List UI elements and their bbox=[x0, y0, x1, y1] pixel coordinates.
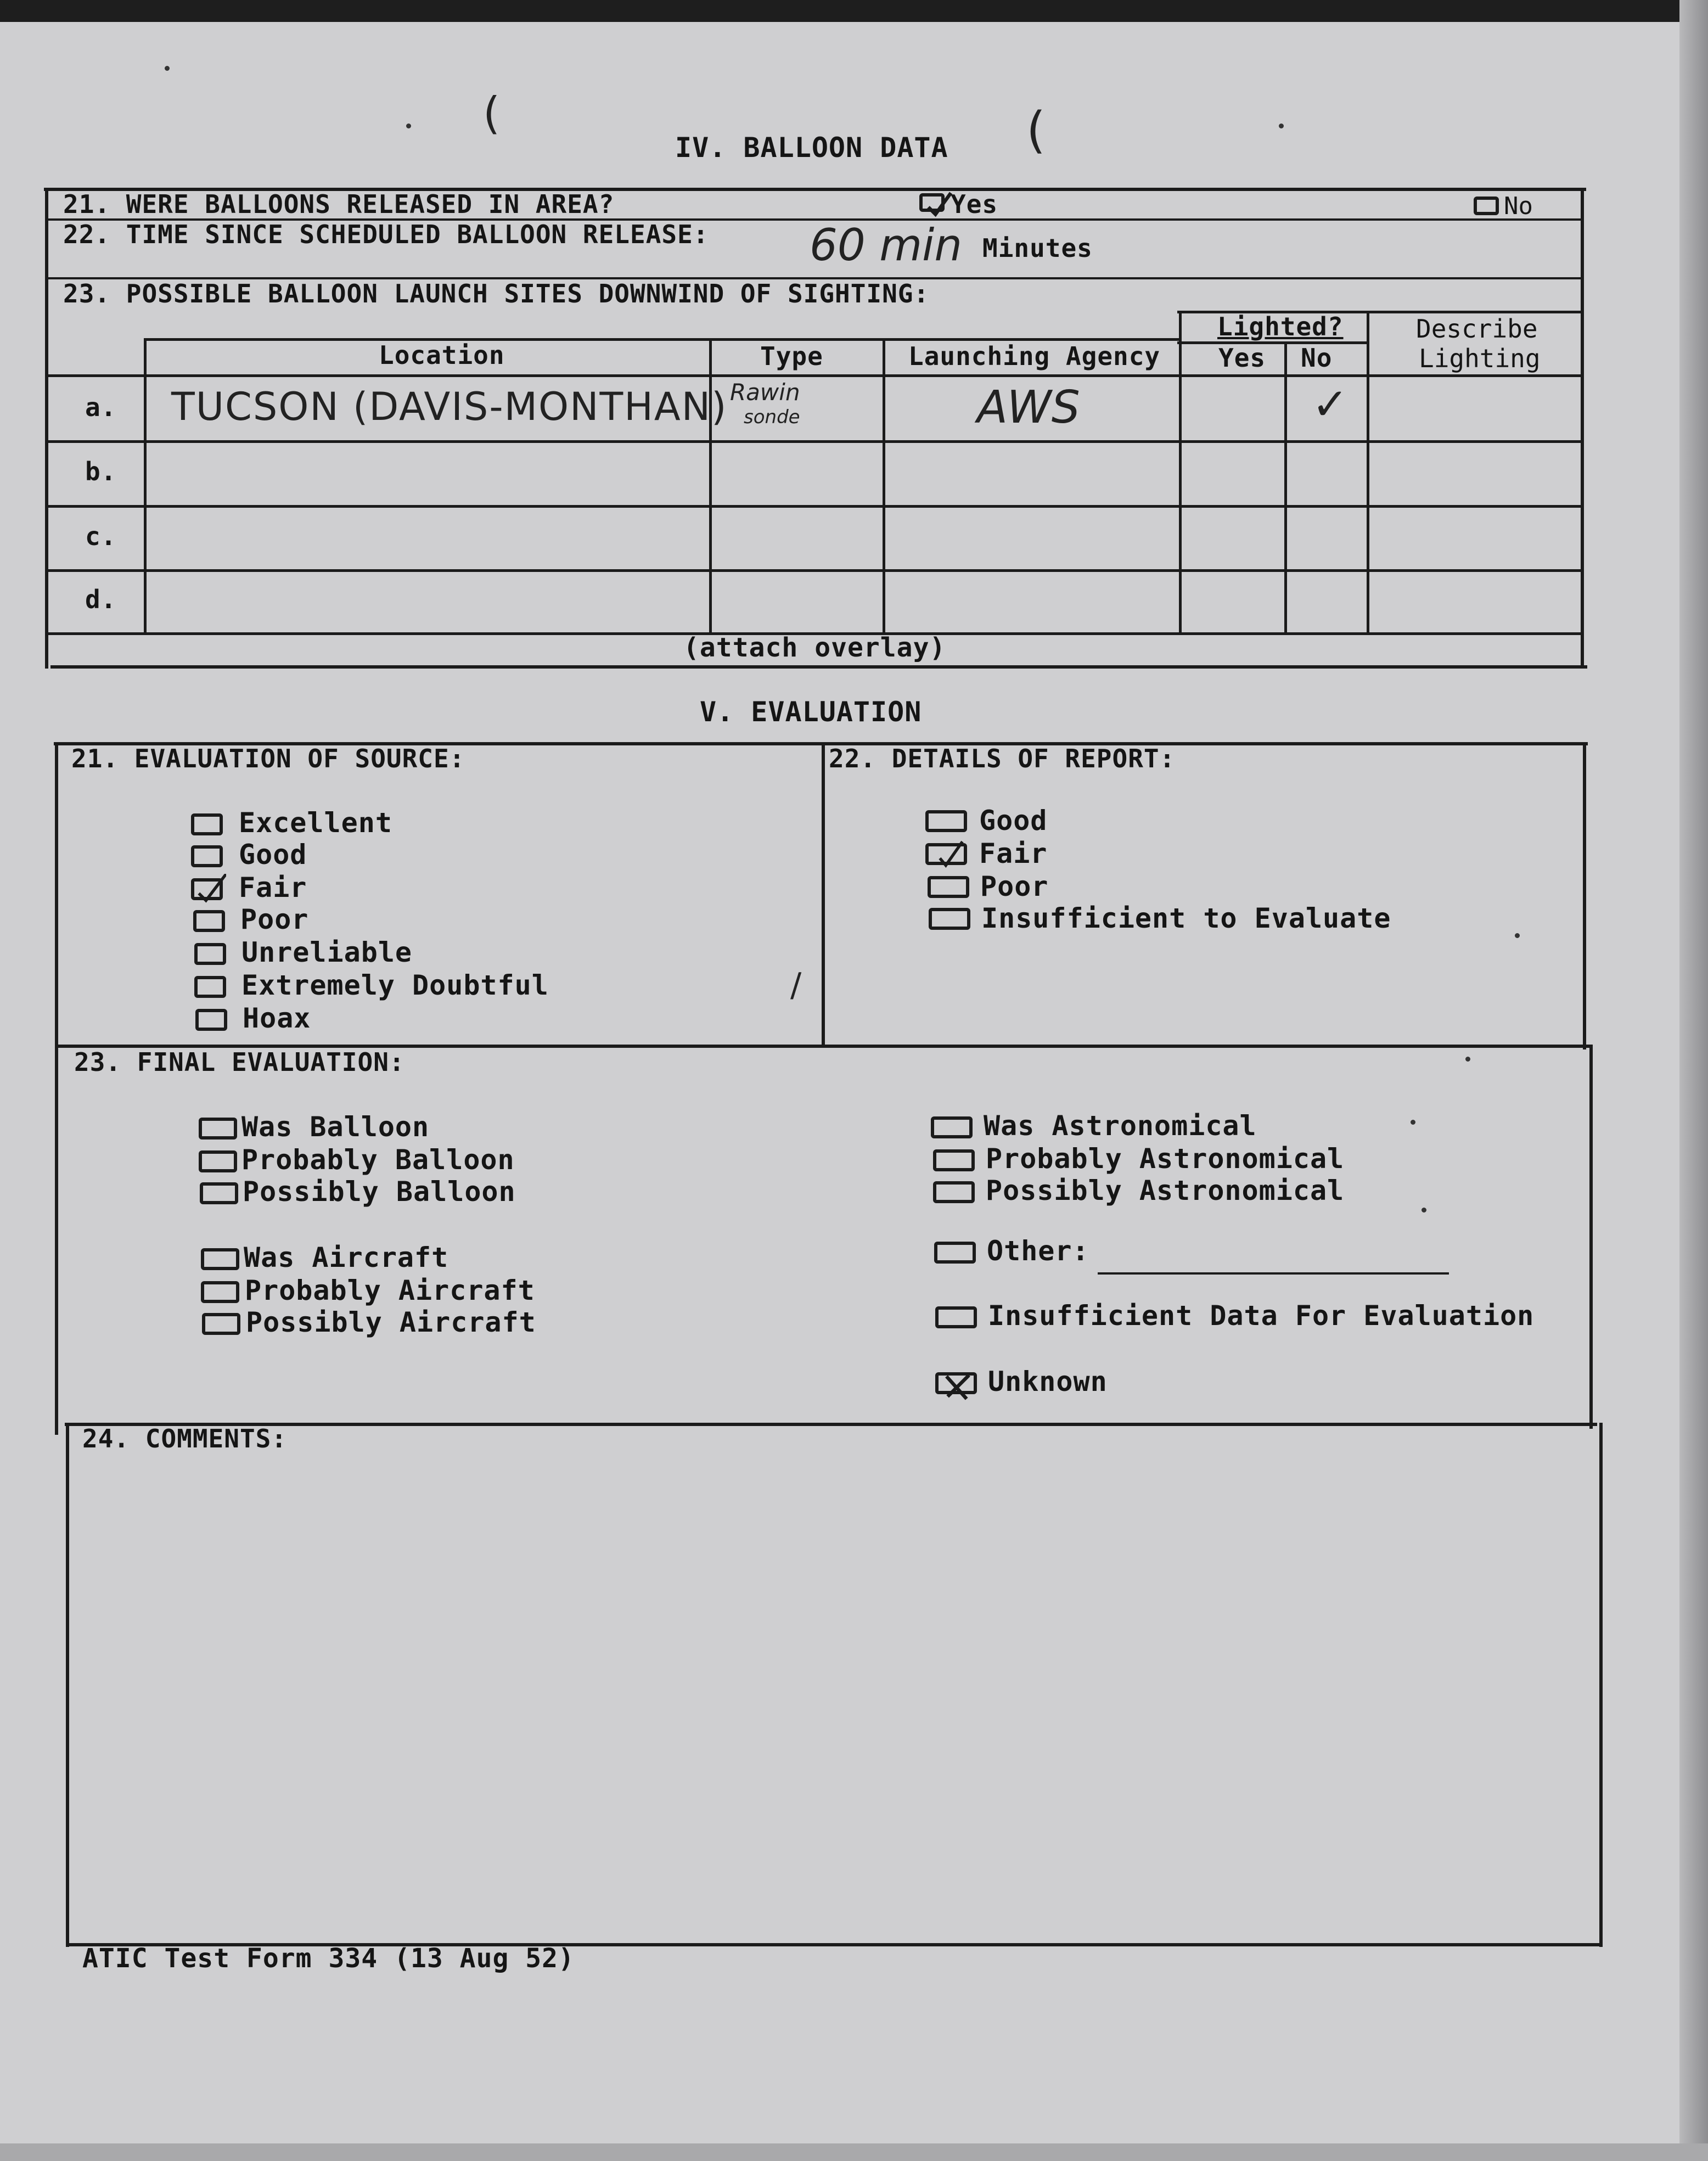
q21-yes-checkbox[interactable] bbox=[919, 193, 945, 212]
final-probably-balloon-label: Probably Balloon bbox=[241, 1144, 515, 1176]
check-mark-icon bbox=[936, 839, 966, 869]
final-possibly-aircraft-checkbox[interactable] bbox=[202, 1313, 240, 1335]
frame-right bbox=[1581, 188, 1584, 669]
col-header-lighted-yes: Yes bbox=[1218, 343, 1266, 373]
speck bbox=[1411, 1120, 1415, 1125]
final-was-aircraft-label: Was Aircraft bbox=[244, 1242, 449, 1273]
row-letter-d: d. bbox=[85, 585, 117, 614]
q21-yes-label: Yes bbox=[951, 189, 998, 219]
eval-source-label: 21. EVALUATION OF SOURCE: bbox=[71, 744, 465, 773]
final-insufficient-checkbox[interactable] bbox=[935, 1306, 977, 1328]
final-probably-astronomical-label: Probably Astronomical bbox=[986, 1143, 1345, 1175]
row-a-location: TUCSON (DAVIS-MONTHAN) bbox=[171, 384, 728, 429]
details-fair-checkbox[interactable] bbox=[925, 843, 967, 865]
eval-frame-right-2 bbox=[1589, 1045, 1593, 1429]
table-row-b-bottom bbox=[45, 505, 1584, 508]
final-unknown-checkbox[interactable] bbox=[935, 1372, 977, 1394]
comments-frame-left bbox=[66, 1423, 69, 1947]
speck bbox=[1465, 1057, 1470, 1062]
check-mark-icon bbox=[196, 874, 226, 905]
final-possibly-astronomical-label: Possibly Astronomical bbox=[986, 1175, 1345, 1206]
row-letter-c: c. bbox=[85, 521, 117, 551]
col-header-lighting: Lighting bbox=[1419, 344, 1541, 373]
col-divider-lighted-no bbox=[1284, 341, 1287, 635]
final-possibly-balloon-label: Possibly Balloon bbox=[243, 1176, 516, 1208]
eval-source-fair-checkbox[interactable] bbox=[191, 878, 223, 900]
comments-frame-right bbox=[1599, 1423, 1603, 1947]
eval-row-divider-2 bbox=[65, 1423, 1597, 1426]
frame-bottom bbox=[50, 665, 1587, 669]
section-title-balloon-data: IV. BALLOON DATA bbox=[675, 132, 948, 164]
eval-center-divider bbox=[822, 742, 825, 1047]
eval-source-poor-checkbox[interactable] bbox=[193, 910, 225, 932]
col-divider-letter bbox=[144, 338, 147, 635]
eval-source-good-label: Good bbox=[239, 839, 307, 871]
col-header-describe: Describe bbox=[1416, 314, 1538, 344]
col-header-location: Location bbox=[379, 340, 505, 370]
details-good-label: Good bbox=[979, 805, 1048, 837]
eval-source-extremely-doubtful-checkbox[interactable] bbox=[194, 976, 226, 998]
pen-mark: ( bbox=[483, 88, 501, 139]
details-good-checkbox[interactable] bbox=[925, 810, 967, 832]
speck bbox=[406, 124, 411, 128]
eval-source-unreliable-checkbox[interactable] bbox=[194, 943, 226, 965]
final-was-balloon-label: Was Balloon bbox=[241, 1111, 430, 1143]
final-probably-aircraft-label: Probably Aircraft bbox=[245, 1275, 535, 1306]
lighted-subheader-line bbox=[1177, 341, 1367, 344]
row-a-lighted-no-mark: ✓ bbox=[1312, 379, 1349, 430]
eval-source-unreliable-label: Unreliable bbox=[241, 936, 413, 968]
details-insufficient-label: Insufficient to Evaluate bbox=[981, 902, 1391, 934]
q21-no-checkbox[interactable] bbox=[1474, 197, 1499, 215]
table-row-a-bottom bbox=[45, 440, 1584, 443]
frame-left bbox=[45, 188, 48, 669]
col-header-lighted-no: No bbox=[1301, 343, 1333, 373]
col-divider-describe bbox=[1367, 311, 1369, 635]
check-mark-icon bbox=[925, 189, 954, 220]
q22-handwritten-minutes: 60 min bbox=[810, 220, 963, 271]
final-eval-label: 23. FINAL EVALUATION: bbox=[74, 1047, 405, 1077]
final-probably-balloon-checkbox[interactable] bbox=[199, 1150, 237, 1172]
final-probably-aircraft-checkbox[interactable] bbox=[201, 1281, 239, 1303]
speck bbox=[1279, 124, 1284, 128]
final-other-checkbox[interactable] bbox=[934, 1242, 976, 1264]
q22-unit: Minutes bbox=[982, 233, 1093, 263]
row-a-type-line2: sonde bbox=[744, 406, 800, 428]
final-probably-astronomical-checkbox[interactable] bbox=[933, 1149, 975, 1171]
table-header-bottom bbox=[45, 374, 1584, 377]
final-was-balloon-checkbox[interactable] bbox=[199, 1118, 237, 1140]
details-poor-label: Poor bbox=[980, 871, 1049, 902]
form-identifier: ATIC Test Form 334 (13 Aug 52) bbox=[82, 1943, 575, 1974]
row-letter-a: a. bbox=[85, 392, 117, 422]
final-was-astronomical-label: Was Astronomical bbox=[984, 1110, 1257, 1142]
top-edge-shadow bbox=[0, 0, 1708, 22]
final-possibly-balloon-checkbox[interactable] bbox=[200, 1182, 238, 1204]
eval-frame-left bbox=[55, 742, 58, 1435]
comments-label: 24. COMMENTS: bbox=[82, 1424, 288, 1453]
eval-source-fair-label: Fair bbox=[239, 872, 307, 903]
row-letter-b: b. bbox=[85, 457, 117, 486]
details-fair-label: Fair bbox=[979, 838, 1048, 869]
pen-tick: / bbox=[790, 966, 802, 1004]
x-mark-icon bbox=[943, 1372, 973, 1403]
speck bbox=[165, 66, 170, 71]
q23-label: 23. POSSIBLE BALLOON LAUNCH SITES DOWNWIND OF SIGHTING: bbox=[63, 279, 930, 308]
col-divider-lighted-yes bbox=[1179, 311, 1182, 635]
final-was-aircraft-checkbox[interactable] bbox=[201, 1248, 239, 1270]
q21-no-label: No bbox=[1504, 192, 1533, 220]
attach-overlay-note: (attach overlay) bbox=[683, 632, 946, 663]
final-possibly-astronomical-checkbox[interactable] bbox=[933, 1181, 975, 1203]
eval-source-hoax-checkbox[interactable] bbox=[195, 1009, 227, 1031]
eval-source-excellent-label: Excellent bbox=[239, 807, 392, 839]
details-poor-checkbox[interactable] bbox=[928, 876, 969, 898]
details-report-label: 22. DETAILS OF REPORT: bbox=[829, 744, 1176, 773]
col-header-type: Type bbox=[760, 341, 823, 371]
table-row-c-bottom bbox=[45, 569, 1584, 572]
row-a-type-line1: Rawin bbox=[730, 379, 800, 406]
col-header-lighted: Lighted? bbox=[1217, 312, 1344, 341]
eval-source-hoax-label: Hoax bbox=[243, 1002, 311, 1034]
row-a-agency: AWS bbox=[977, 381, 1080, 434]
final-other-label: Other: bbox=[987, 1235, 1089, 1267]
q21-label: 21. WERE BALLOONS RELEASED IN AREA? bbox=[63, 189, 615, 219]
col-header-agency: Launching Agency bbox=[908, 341, 1161, 371]
col-divider-agency bbox=[883, 338, 885, 635]
speck bbox=[1422, 1208, 1426, 1213]
pen-mark: ( bbox=[1026, 102, 1046, 159]
eval-source-good-checkbox[interactable] bbox=[191, 845, 223, 867]
col-divider-type bbox=[709, 338, 712, 635]
right-edge-shadow bbox=[1679, 0, 1708, 2161]
table-header-top bbox=[144, 338, 1181, 341]
eval-frame-right bbox=[1583, 742, 1586, 1049]
bottom-edge-shadow bbox=[0, 2143, 1708, 2161]
final-possibly-aircraft-label: Possibly Aircraft bbox=[246, 1306, 536, 1338]
final-insufficient-label: Insufficient Data For Evaluation bbox=[988, 1300, 1535, 1332]
final-other-blank-line[interactable] bbox=[1098, 1272, 1449, 1275]
speck bbox=[1515, 933, 1520, 938]
details-insufficient-checkbox[interactable] bbox=[929, 908, 970, 930]
final-unknown-label: Unknown bbox=[988, 1366, 1108, 1397]
final-was-astronomical-checkbox[interactable] bbox=[931, 1116, 973, 1138]
q22-label: 22. TIME SINCE SCHEDULED BALLOON RELEASE: bbox=[63, 220, 709, 249]
comments-area[interactable] bbox=[71, 1460, 1594, 1938]
eval-source-excellent-checkbox[interactable] bbox=[191, 813, 223, 835]
eval-source-poor-label: Poor bbox=[240, 903, 309, 935]
eval-source-extremely-doubtful-label: Extremely Doubtful bbox=[241, 969, 549, 1001]
section-title-evaluation: V. EVALUATION bbox=[700, 696, 922, 728]
